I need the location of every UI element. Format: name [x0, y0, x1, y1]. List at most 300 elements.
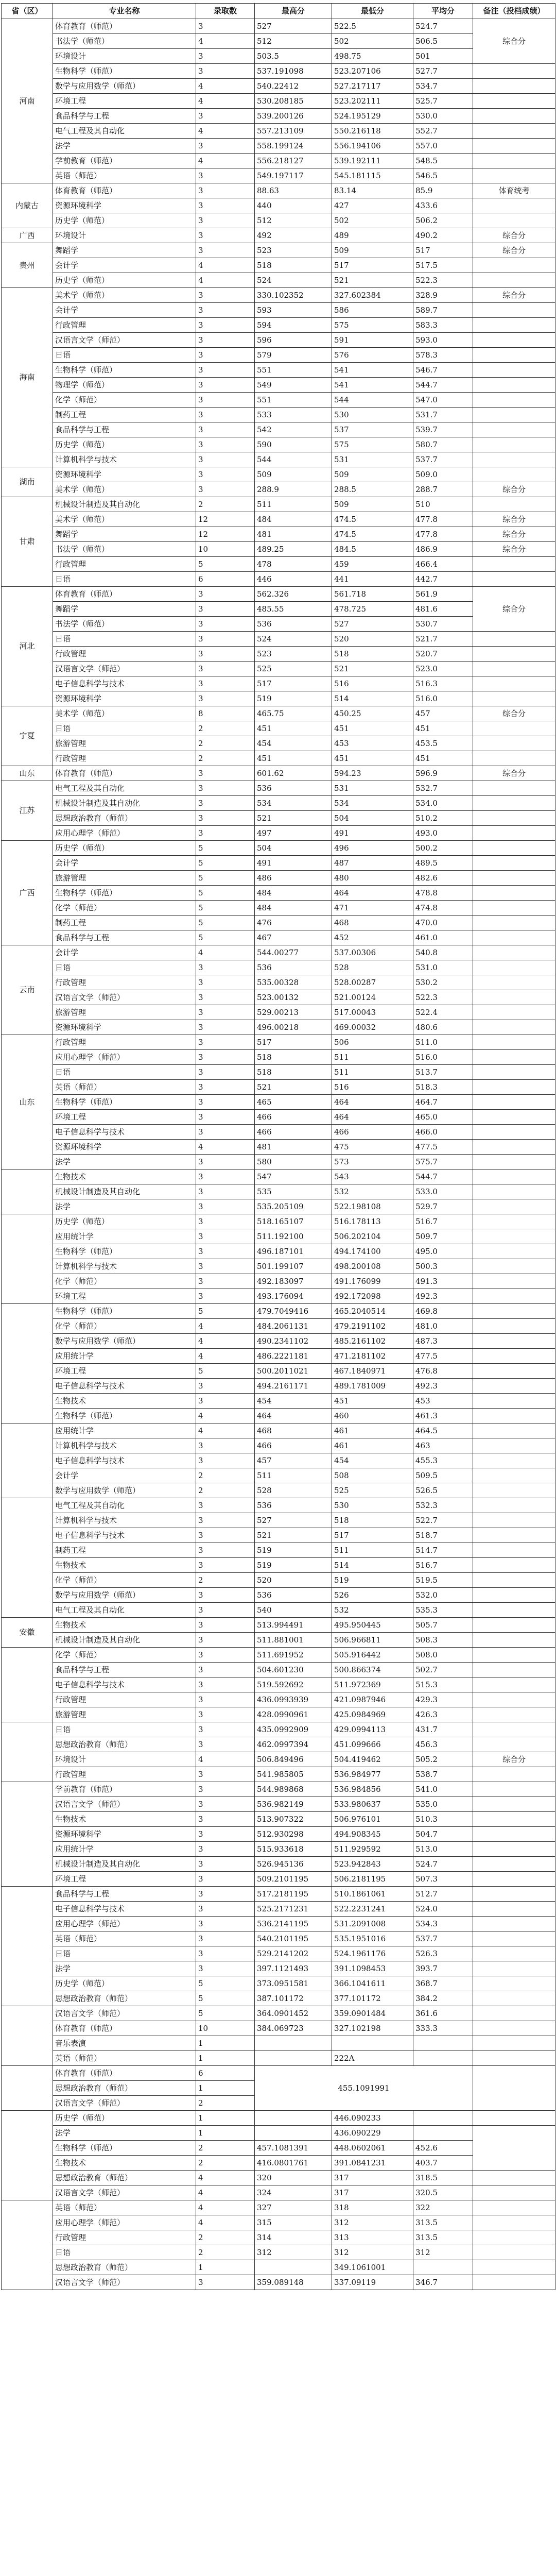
admitted-count-cell: 1 [196, 2260, 255, 2275]
admitted-count-cell: 2 [196, 2230, 255, 2245]
major-cell: 机械设计制造及其自动化 [53, 796, 196, 811]
table-row [2, 288, 555, 303]
admitted-count-cell: 3 [196, 139, 255, 154]
remark-cell [473, 841, 555, 856]
major-cell: 资源环境科学 [53, 1020, 196, 1035]
max-score-cell: 373.0951581 [255, 1976, 332, 1991]
major-cell: 化学（师范） [53, 1274, 196, 1289]
avg-score-cell: 516.0 [413, 691, 473, 706]
avg-score-cell: 511.0 [413, 1035, 473, 1050]
remark-cell [473, 721, 555, 736]
remark-cell [473, 901, 555, 916]
admitted-count-cell: 3 [196, 1005, 255, 1020]
max-score-cell: 544.989868 [255, 1782, 332, 1797]
major-cell: 日语 [53, 960, 196, 975]
remark-cell [473, 348, 555, 363]
max-score-cell: 481 [255, 527, 332, 542]
min-score-cell: 327.102198 [332, 2021, 413, 2036]
table-row [2, 1633, 555, 1648]
min-score-cell: 545.181115 [332, 168, 413, 183]
admitted-count-cell: 3 [196, 1170, 255, 1184]
province-cell [2, 1887, 53, 2006]
admitted-count-cell: 3 [196, 1692, 255, 1707]
admitted-count-cell: 2 [196, 2096, 255, 2111]
max-score-cell: 314 [255, 2230, 332, 2245]
max-score-cell: 517 [255, 1035, 332, 1050]
major-cell: 会计学 [53, 1468, 196, 1483]
remark-cell [473, 1677, 555, 1692]
avg-score-cell: 520.7 [413, 647, 473, 662]
remark-cell [473, 1528, 555, 1543]
table-row [2, 482, 555, 497]
avg-score-cell: 510.3 [413, 1812, 473, 1827]
major-cell: 环境工程 [53, 1289, 196, 1304]
max-score-cell: 540 [255, 1603, 332, 1618]
avg-score-cell: 548.5 [413, 154, 473, 168]
max-score-cell: 519.592692 [255, 1677, 332, 1692]
major-cell: 历史学（师范） [53, 213, 196, 228]
max-score-cell [255, 2036, 332, 2051]
admitted-count-cell: 3 [196, 363, 255, 378]
avg-score-cell: 534.0 [413, 796, 473, 811]
table-row [2, 228, 555, 243]
header-max-score: 最高分 [255, 4, 332, 19]
admitted-count-cell: 3 [196, 1767, 255, 1782]
avg-score-cell: 537.7 [413, 452, 473, 467]
table-row [2, 751, 555, 766]
remark-cell [473, 856, 555, 871]
max-score-cell: 504 [255, 841, 332, 856]
table-row [2, 1528, 555, 1543]
avg-score-cell: 505.7 [413, 1618, 473, 1633]
min-score-cell: 537.00306 [332, 945, 413, 960]
table-row [2, 2200, 555, 2215]
max-score-cell: 593 [255, 303, 332, 318]
remark-cell [473, 1364, 555, 1379]
major-cell: 生物技术 [53, 1812, 196, 1827]
table-row [2, 348, 555, 363]
max-score-cell: 524 [255, 632, 332, 647]
admitted-count-cell: 3 [196, 1035, 255, 1050]
remark-cell [473, 632, 555, 647]
table-row [2, 527, 555, 542]
avg-score-cell: 526.5 [413, 1483, 473, 1498]
avg-score-cell: 461.3 [413, 1409, 473, 1423]
min-score-cell: 494.174100 [332, 1244, 413, 1259]
remark-cell [473, 557, 555, 572]
remark-cell [473, 1633, 555, 1648]
remark-cell [473, 1229, 555, 1244]
table-row [2, 2111, 555, 2126]
admitted-count-cell: 3 [196, 1199, 255, 1214]
admitted-count-cell: 3 [196, 1155, 255, 1170]
avg-score-cell: 500.3 [413, 1259, 473, 1274]
major-cell: 体育教育（师范） [53, 19, 196, 34]
admitted-count-cell: 3 [196, 990, 255, 1005]
major-cell: 化学（师范） [53, 1648, 196, 1663]
major-cell: 历史学（师范） [53, 437, 196, 452]
remark-cell [473, 213, 555, 228]
table-row [2, 2126, 555, 2141]
admitted-count-cell: 3 [196, 1677, 255, 1692]
admitted-count-cell: 3 [196, 228, 255, 243]
major-cell: 舞蹈学 [53, 243, 196, 258]
table-row [2, 1543, 555, 1558]
table-row [2, 303, 555, 318]
major-cell: 日语 [53, 2245, 196, 2260]
table-row [2, 602, 555, 617]
admitted-count-cell: 4 [196, 154, 255, 168]
min-score-cell: 459 [332, 557, 413, 572]
min-score-cell: 510.1861061 [332, 1887, 413, 1902]
major-cell: 舞蹈学 [53, 527, 196, 542]
max-score-cell: 462.0997394 [255, 1737, 332, 1752]
table-row [2, 378, 555, 393]
min-score-cell: 517 [332, 1528, 413, 1543]
major-cell: 制药工程 [53, 408, 196, 422]
max-score-cell: 537.191098 [255, 64, 332, 79]
major-cell: 行政管理 [53, 1692, 196, 1707]
remark-cell [473, 1050, 555, 1065]
avg-score-cell: 532.3 [413, 1498, 473, 1513]
avg-score-cell: 523.0 [413, 662, 473, 676]
admitted-count-cell: 3 [196, 826, 255, 841]
admitted-count-cell: 3 [196, 1259, 255, 1274]
admitted-count-cell: 4 [196, 1409, 255, 1423]
major-cell: 数学与应用数学（师范） [53, 1334, 196, 1349]
major-cell: 历史学（师范） [53, 273, 196, 288]
max-score-cell: 512.930298 [255, 1827, 332, 1842]
remark-cell [473, 1483, 555, 1498]
avg-score-cell: 403.7 [413, 2156, 473, 2171]
min-score-cell: 516 [332, 676, 413, 691]
min-score-cell: 511 [332, 1065, 413, 1080]
remark-cell [473, 154, 555, 168]
admitted-count-cell: 5 [196, 901, 255, 916]
remark-cell: 综合分 [473, 512, 555, 527]
table-row [2, 901, 555, 916]
table-row [2, 990, 555, 1005]
max-score-cell: 579 [255, 348, 332, 363]
major-cell: 应用心理学（师范） [53, 1050, 196, 1065]
table-row [2, 1438, 555, 1453]
major-cell: 法学 [53, 1199, 196, 1214]
table-row [2, 1050, 555, 1065]
avg-score-cell [413, 2051, 473, 2066]
remark-cell: 综合分 [473, 766, 555, 781]
remark-cell [473, 2051, 555, 2066]
max-score-cell: 540.2101195 [255, 1931, 332, 1946]
admitted-count-cell: 5 [196, 930, 255, 945]
min-score-cell: 508 [332, 1468, 413, 1483]
avg-score-cell: 368.7 [413, 1976, 473, 1991]
avg-score-cell: 538.7 [413, 1767, 473, 1782]
max-score-cell: 511.691952 [255, 1648, 332, 1663]
avg-score-cell: 481.6 [413, 602, 473, 617]
max-score-cell: 515.933618 [255, 1842, 332, 1857]
admitted-count-cell: 4 [196, 1140, 255, 1155]
table-row [2, 1752, 555, 1767]
major-cell: 应用统计学 [53, 1842, 196, 1857]
max-score-cell: 493.176094 [255, 1289, 332, 1304]
min-score-cell: 421.0987946 [332, 1692, 413, 1707]
min-score-cell: 337.09119 [332, 2275, 413, 2290]
remark-cell [473, 1692, 555, 1707]
major-cell: 思想政治教育（师范） [53, 811, 196, 826]
min-score-cell: 506.202104 [332, 1229, 413, 1244]
table-row [2, 1319, 555, 1334]
remark-cell [473, 916, 555, 930]
remark-cell: 综合分 [473, 243, 555, 258]
avg-score-cell: 529.7 [413, 1199, 473, 1214]
admitted-count-cell: 3 [196, 437, 255, 452]
avg-score-cell: 486.9 [413, 542, 473, 557]
table-row [2, 1095, 555, 1110]
avg-score-cell: 461.0 [413, 930, 473, 945]
min-score-cell: 544 [332, 393, 413, 408]
max-score-cell: 547 [255, 1170, 332, 1184]
remark-cell [473, 1259, 555, 1274]
avg-score-cell: 333.3 [413, 2021, 473, 2036]
admitted-count-cell: 4 [196, 1334, 255, 1349]
min-score-cell: 550.216118 [332, 124, 413, 139]
max-score-cell: 590 [255, 437, 332, 452]
max-score-cell: 497 [255, 826, 332, 841]
min-score-cell: 536.984856 [332, 1782, 413, 1797]
admitted-count-cell: 5 [196, 841, 255, 856]
table-row [2, 2215, 555, 2230]
admitted-count-cell: 5 [196, 1304, 255, 1319]
min-score-cell: 505.916442 [332, 1648, 413, 1663]
remark-cell [473, 1274, 555, 1289]
table-row [2, 811, 555, 826]
table-row [2, 1588, 555, 1603]
table-row [2, 2156, 555, 2171]
admitted-count-cell: 5 [196, 886, 255, 901]
major-cell: 生物科学（师范） [53, 2141, 196, 2156]
remark-cell [473, 303, 555, 318]
avg-score-cell: 508.3 [413, 1633, 473, 1648]
remark-cell [473, 1155, 555, 1170]
major-cell: 环境工程 [53, 1110, 196, 1125]
avg-score-cell: 506.5 [413, 34, 473, 49]
avg-score-cell [413, 2111, 473, 2126]
province-cell: 湖南 [2, 467, 53, 497]
min-score-cell: 521 [332, 662, 413, 676]
max-score-cell: 484 [255, 886, 332, 901]
major-cell: 生物科学（师范） [53, 886, 196, 901]
avg-score-cell: 491.3 [413, 1274, 473, 1289]
major-cell: 学前教育（师范） [53, 154, 196, 168]
major-cell: 思想政治教育（师范） [53, 2171, 196, 2185]
table-row [2, 2066, 555, 2081]
min-score-cell: 327.602384 [332, 288, 413, 303]
table-row [2, 2036, 555, 2051]
max-score-cell: 523 [255, 243, 332, 258]
major-cell: 应用心理学（师范） [53, 1917, 196, 1931]
major-cell: 体育教育（师范） [53, 587, 196, 602]
avg-score-cell: 509.0 [413, 467, 473, 482]
remark-cell: 综合分 [473, 527, 555, 542]
min-score-cell: 313 [332, 2230, 413, 2245]
major-cell: 体育教育（师范） [53, 2021, 196, 2036]
remark-cell [473, 452, 555, 467]
admitted-count-cell: 3 [196, 1902, 255, 1917]
remark-cell [473, 408, 555, 422]
table-row [2, 1618, 555, 1633]
admitted-count-cell: 6 [196, 2066, 255, 2081]
table-row [2, 1409, 555, 1423]
avg-score-cell: 531.0 [413, 960, 473, 975]
table-row [2, 243, 555, 258]
admitted-count-cell: 3 [196, 1737, 255, 1752]
remark-cell [473, 2021, 555, 2036]
admitted-count-cell: 3 [196, 647, 255, 662]
admitted-count-cell: 2 [196, 1483, 255, 1498]
max-score-cell: 544.00277 [255, 945, 332, 960]
max-score-cell: 557.213109 [255, 124, 332, 139]
remark-cell [473, 1812, 555, 1827]
remark-cell [473, 2006, 555, 2021]
avg-score-cell: 328.9 [413, 288, 473, 303]
table-row [2, 856, 555, 871]
table-row [2, 408, 555, 422]
table-row [2, 975, 555, 990]
min-score-cell: 506.2181195 [332, 1872, 413, 1887]
avg-score-cell: 518.3 [413, 1080, 473, 1095]
major-cell: 生物技术 [53, 1618, 196, 1633]
admitted-count-cell: 6 [196, 572, 255, 587]
min-score-cell: 514 [332, 691, 413, 706]
remark-cell [473, 796, 555, 811]
min-score-cell: 523.202111 [332, 94, 413, 109]
admitted-count-cell: 5 [196, 1364, 255, 1379]
min-score-cell: 489.1781009 [332, 1379, 413, 1394]
avg-score-cell: 526.3 [413, 1946, 473, 1961]
admitted-count-cell: 3 [196, 288, 255, 303]
admitted-count-cell: 4 [196, 2171, 255, 2185]
admitted-count-cell: 3 [196, 1110, 255, 1125]
province-cell: 甘肃 [2, 497, 53, 587]
max-score-cell: 492 [255, 228, 332, 243]
major-cell: 食品科学与工程 [53, 1663, 196, 1677]
remark-cell [473, 1603, 555, 1618]
min-score-cell: 519 [332, 1573, 413, 1588]
remark-cell [473, 318, 555, 333]
avg-score-cell: 583.3 [413, 318, 473, 333]
major-cell: 法学 [53, 139, 196, 154]
max-score-cell: 451 [255, 721, 332, 736]
admitted-count-cell: 8 [196, 706, 255, 721]
max-score-cell: 542 [255, 422, 332, 437]
avg-score-cell: 544.7 [413, 378, 473, 393]
table-row [2, 497, 555, 512]
admitted-count-cell: 3 [196, 1872, 255, 1887]
table-row [2, 1737, 555, 1752]
major-cell: 舞蹈学 [53, 602, 196, 617]
min-score-cell: 523.207106 [332, 64, 413, 79]
avg-score-cell: 516.7 [413, 1558, 473, 1573]
min-score-cell: 514 [332, 1558, 413, 1573]
avg-score-cell: 589.7 [413, 303, 473, 318]
major-cell: 行政管理 [53, 647, 196, 662]
min-score-cell: 479.2191102 [332, 1319, 413, 1334]
remark-cell [473, 1349, 555, 1364]
min-score-cell: 465.2040514 [332, 1304, 413, 1319]
table-row [2, 393, 555, 408]
max-score-cell: 539.200126 [255, 109, 332, 124]
major-cell: 化学（师范） [53, 393, 196, 408]
min-score-cell: 425.0984969 [332, 1707, 413, 1722]
table-row [2, 1902, 555, 1917]
max-score-cell: 594 [255, 318, 332, 333]
remark-cell [473, 676, 555, 691]
remark-cell: 综合分 [473, 1752, 555, 1767]
max-score-cell: 513.994491 [255, 1618, 332, 1633]
avg-score-cell: 519.5 [413, 1573, 473, 1588]
avg-score-cell: 455.3 [413, 1453, 473, 1468]
major-cell: 生物科学（师范） [53, 1244, 196, 1259]
province-cell [2, 1170, 53, 1214]
admitted-count-cell: 4 [196, 945, 255, 960]
major-cell: 会计学 [53, 856, 196, 871]
avg-score-cell: 502.7 [413, 1663, 473, 1677]
min-score-cell: 522.2231241 [332, 1902, 413, 1917]
remark-cell [473, 990, 555, 1005]
table-row [2, 1020, 555, 1035]
major-cell: 美术学（师范） [53, 512, 196, 527]
table-row [2, 1498, 555, 1513]
min-score-cell: 492.172098 [332, 1289, 413, 1304]
admitted-count-cell: 3 [196, 1648, 255, 1663]
table-row [2, 1857, 555, 1872]
max-score-cell: 521 [255, 811, 332, 826]
province-cell: 山东 [2, 1035, 53, 1170]
max-score-cell: 596 [255, 333, 332, 348]
table-row [2, 662, 555, 676]
remark-cell [473, 647, 555, 662]
min-score-cell: 474.5 [332, 527, 413, 542]
admitted-count-cell: 3 [196, 318, 255, 333]
max-score-cell: 327 [255, 2200, 332, 2215]
avg-score-cell: 313.5 [413, 2215, 473, 2230]
remark-cell [473, 1468, 555, 1483]
max-score-cell: 454 [255, 1394, 332, 1409]
province-cell: 内蒙古 [2, 183, 53, 228]
remark-cell [473, 363, 555, 378]
remark-cell [473, 94, 555, 109]
table-row [2, 1379, 555, 1394]
min-score-cell: 524.1961176 [332, 1946, 413, 1961]
remark-cell [473, 1588, 555, 1603]
max-score-cell: 526.945136 [255, 1857, 332, 1872]
table-row [2, 557, 555, 572]
table-row [2, 706, 555, 721]
major-cell: 环境工程 [53, 1872, 196, 1887]
admitted-count-cell: 4 [196, 2215, 255, 2230]
max-score-cell: 320 [255, 2171, 332, 2185]
table-row [2, 1423, 555, 1438]
admitted-count-cell: 3 [196, 1827, 255, 1842]
table-row [2, 168, 555, 183]
remark-cell [473, 497, 555, 512]
avg-score-cell: 431.7 [413, 1722, 473, 1737]
avg-score-cell: 534.7 [413, 79, 473, 94]
admitted-count-cell: 3 [196, 1543, 255, 1558]
hk-score-cell: 455.1091991 [255, 2066, 473, 2111]
max-score-cell [255, 2126, 332, 2141]
province-cell [2, 1498, 53, 1618]
